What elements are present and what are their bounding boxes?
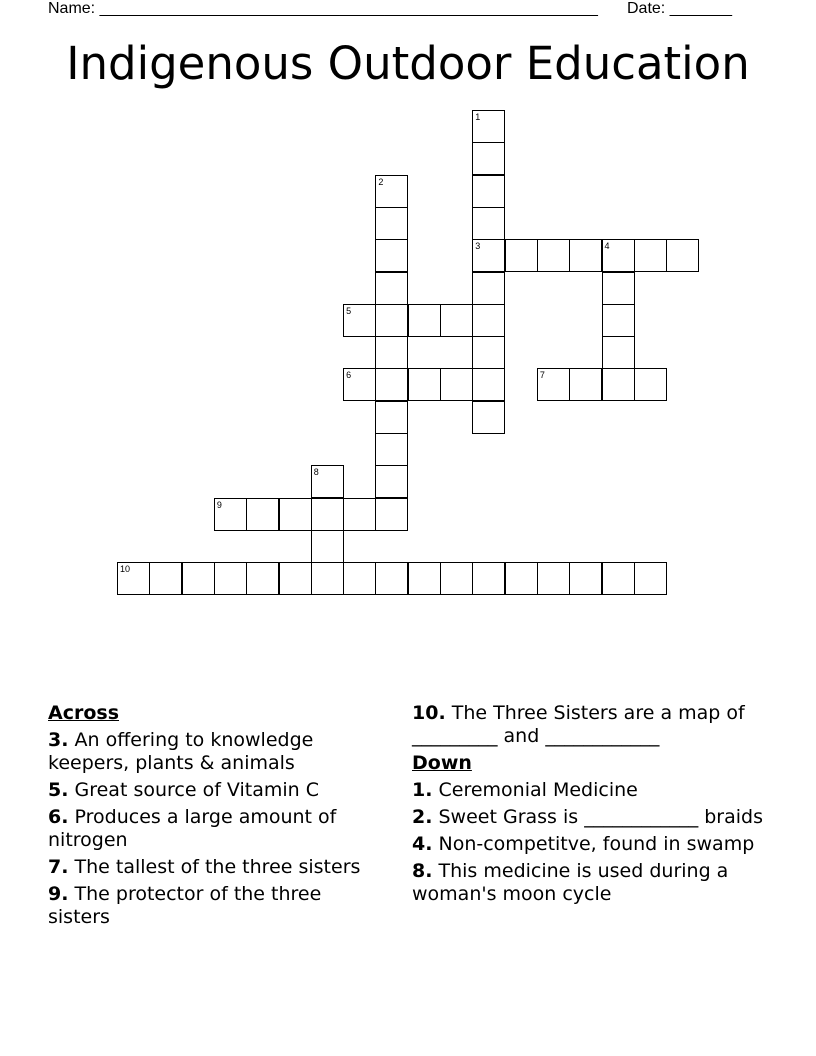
crossword-cell[interactable] [408, 562, 441, 595]
crossword-cell[interactable] [472, 207, 505, 240]
clue-text: The Three Sisters are a map of _________ and ____________ [412, 702, 745, 747]
crossword-cell[interactable] [472, 142, 505, 175]
crossword-cell[interactable] [246, 562, 279, 595]
crossword-cell[interactable] [311, 498, 344, 531]
crossword-cell[interactable] [375, 304, 408, 337]
crossword-cell[interactable] [408, 368, 441, 401]
clues-right-column [412, 702, 772, 906]
crossword-cell[interactable] [537, 368, 570, 401]
crossword-cell[interactable] [472, 336, 505, 369]
name-field-label[interactable]: Name: ________________________________________________________ [48, 0, 598, 17]
clue-down-8 [412, 860, 772, 906]
crossword-cell[interactable] [472, 368, 505, 401]
crossword-cell[interactable] [311, 530, 344, 563]
crossword-cell[interactable] [375, 465, 408, 498]
down-heading: Down [412, 752, 472, 774]
crossword-cell[interactable] [279, 562, 312, 595]
crossword-cell[interactable] [246, 498, 279, 531]
cell-number: 9 [216, 499, 222, 510]
date-field-label[interactable]: Date: _______ [627, 0, 732, 17]
crossword-cell[interactable] [375, 368, 408, 401]
clue-across-10 [412, 702, 772, 748]
crossword-cell[interactable] [634, 562, 667, 595]
crossword-cell[interactable] [537, 562, 570, 595]
page-title: Indigenous Outdoor Education [66, 37, 750, 90]
cell-number: 6 [346, 370, 352, 381]
clue-text: Ceremonial Medicine [438, 779, 638, 801]
clue-text: Sweet Grass is ____________ braids [438, 806, 763, 828]
clue-number: 8. [412, 860, 433, 882]
clue-number: 2. [412, 806, 433, 828]
crossword-cell[interactable] [634, 239, 667, 272]
crossword-cell[interactable] [311, 562, 344, 595]
crossword-cell[interactable] [602, 368, 635, 401]
cell-number: 1 [475, 112, 481, 122]
crossword-cell[interactable] [569, 239, 602, 272]
clue-text: This medicine is used during a woman's moon cycle [412, 860, 729, 905]
clue-number: 7. [48, 856, 69, 878]
crossword-cell[interactable] [149, 562, 182, 595]
crossword-cell[interactable] [602, 336, 635, 369]
crossword-cell[interactable] [666, 239, 699, 272]
crossword-cell[interactable] [569, 562, 602, 595]
cell-number: 4 [604, 241, 610, 252]
crossword-cell[interactable] [375, 498, 408, 531]
clue-number: 10. [412, 702, 446, 724]
clue-text: Produces a large amount of nitrogen [48, 806, 337, 851]
crossword-cell[interactable] [375, 562, 408, 595]
clue-across-5 [48, 779, 388, 802]
crossword-cell[interactable] [537, 239, 570, 272]
crossword-cell[interactable] [375, 336, 408, 369]
crossword-cell[interactable] [472, 304, 505, 337]
crossword-cell[interactable] [472, 110, 505, 143]
crossword-cell[interactable] [375, 401, 408, 434]
crossword-cell[interactable] [472, 272, 505, 305]
crossword-cell[interactable] [375, 175, 408, 208]
crossword-cell[interactable] [472, 175, 505, 208]
clues-left-column [48, 702, 388, 929]
clue-down-2 [412, 806, 772, 829]
clue-number: 3. [48, 729, 69, 751]
clue-down-1 [412, 779, 772, 802]
clue-across-6 [48, 806, 388, 852]
clue-number: 1. [412, 779, 433, 801]
cell-number: 10 [120, 564, 131, 575]
cell-number: 2 [378, 176, 384, 187]
clue-text: Great source of Vitamin C [74, 779, 320, 801]
crossword-cell[interactable] [375, 433, 408, 466]
cell-number: 5 [346, 305, 352, 316]
clue-text: The tallest of the three sisters [74, 856, 361, 878]
cell-number: 3 [475, 241, 481, 252]
crossword-cell[interactable] [440, 304, 473, 337]
clue-down-4 [412, 833, 772, 856]
crossword-cell[interactable] [311, 465, 344, 498]
crossword-cell[interactable] [602, 239, 635, 272]
across-heading: Across [48, 702, 120, 724]
crossword-cell[interactable] [602, 304, 635, 337]
clue-text: An offering to knowledge keepers, plants & animals [48, 729, 314, 774]
crossword-cell[interactable] [408, 304, 441, 337]
clue-number: 5. [48, 779, 69, 801]
crossword-cell[interactable] [375, 239, 408, 272]
crossword-cell[interactable] [343, 562, 376, 595]
crossword-cell[interactable] [343, 498, 376, 531]
crossword-cell[interactable] [505, 562, 538, 595]
crossword-cell[interactable] [602, 272, 635, 305]
crossword-cell[interactable] [472, 401, 505, 434]
crossword-cell[interactable] [214, 498, 247, 531]
crossword-cell[interactable] [634, 368, 667, 401]
crossword-cell[interactable] [279, 498, 312, 531]
crossword-cell[interactable] [375, 207, 408, 240]
clue-across-9 [48, 883, 388, 929]
clue-text: Non-competitve, found in swamp [438, 833, 755, 855]
clue-number: 6. [48, 806, 69, 828]
crossword-cell[interactable] [182, 562, 215, 595]
crossword-cell[interactable] [569, 368, 602, 401]
crossword-cell[interactable] [602, 562, 635, 595]
crossword-cell[interactable] [117, 562, 150, 595]
clue-across-7 [48, 856, 388, 879]
crossword-cell[interactable] [472, 239, 505, 272]
cell-number: 8 [313, 467, 319, 478]
clue-across-3 [48, 729, 388, 775]
clue-number: 4. [412, 833, 433, 855]
crossword-cell[interactable] [440, 562, 473, 595]
crossword-cell[interactable] [505, 239, 538, 272]
crossword-cell[interactable] [343, 368, 376, 401]
crossword-cell[interactable] [440, 368, 473, 401]
crossword-cell[interactable] [472, 562, 505, 595]
crossword-cell[interactable] [343, 304, 376, 337]
crossword-cell[interactable] [214, 562, 247, 595]
clue-number: 9. [48, 883, 69, 905]
crossword-cell[interactable] [375, 272, 408, 305]
clue-text: The protector of the three sisters [48, 883, 322, 928]
cell-number: 7 [539, 370, 545, 381]
